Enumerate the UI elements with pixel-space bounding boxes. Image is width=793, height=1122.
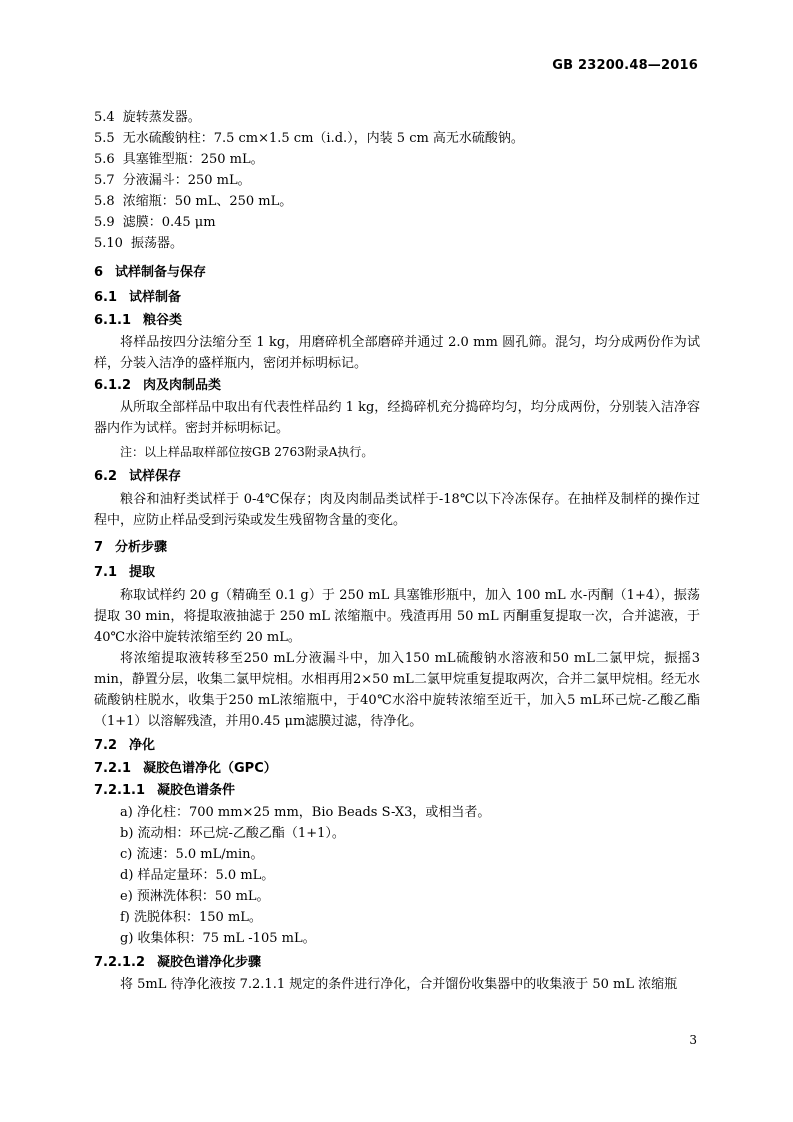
list-item: [94, 149, 700, 170]
item-number: 5.5: [94, 131, 115, 146]
section-heading-6-1: 6.1 试样制备: [94, 290, 182, 305]
section-heading-7-2-1-2: 7.2.1.2 凝胶色谱净化步骤: [94, 955, 262, 970]
section-heading-7-2-1-1: 7.2.1.1 凝胶色谱条件: [94, 783, 236, 798]
item-text: 分液漏斗：250 mL。: [122, 173, 251, 188]
list-item: [94, 191, 700, 212]
section-heading-7-2: 7.2 净化: [94, 738, 156, 753]
paragraph-7-1-b: 将浓缩提取液转移至250 mL分液漏斗中，加入150 mL硫酸钠水溶液和50 mL二氯甲烷，振摇3 min，静置分层，收集二氯甲烷相。水相再用2×50 mL二氯甲烷重复提取两次，合并二氯甲烷相。经无水硫酸钠柱脱水，收集于250 mL浓缩瓶中，于40℃水浴中旋转浓缩至近干，加入5 mL环己烷-乙酸乙酯（1+1）以溶解残渣，并用0.45 μm滤膜过滤，待净化。: [94, 651, 700, 729]
list-item: [94, 233, 700, 254]
item-text: 具塞锥型瓶：250 mL。: [122, 152, 264, 167]
item-text: 滤膜：0.45 μm: [122, 215, 216, 230]
item-number: 5.4: [94, 110, 115, 125]
item-number: 5.6: [94, 152, 115, 167]
list-item: a) 净化柱：700 mm×25 mm，Bio Beads S-X3，或相当者。: [120, 805, 491, 820]
item-number: 5.7: [94, 173, 115, 188]
section-heading-6-1-1: 6.1.1 粮谷类: [94, 313, 183, 328]
item-number: 5.9: [94, 215, 115, 230]
section-heading-7-1: 7.1 提取: [94, 565, 156, 580]
section-heading-7: 7 分析步骤: [94, 540, 168, 555]
list-item: [94, 212, 700, 233]
document-body: [94, 107, 700, 995]
paragraph-6-2: 粮谷和油籽类试样于 0-4℃保存；肉及肉制品类试样于-18℃以下冷冻保存。在抽样及制样的操作过程中，应防止样品受到污染或发生残留物含量的变化。: [94, 492, 700, 528]
item-number: 5.10: [94, 236, 123, 251]
paragraph-6-1-2: 从所取全部样品中取出有代表性样品约 1 kg，经捣碎机充分捣碎均匀，均分成两份，分别装入洁净容器内作为试样。密封并标明标记。: [94, 400, 700, 436]
paragraph-6-1-1: 将样品按四分法缩分至 1 kg，用磨碎机全部磨碎并通过 2.0 mm 圆孔筛。混匀，均分成两份作为试样，分装入洁净的盛样瓶内，密闭并标明标记。: [94, 335, 700, 371]
list-item: [94, 170, 700, 191]
list-item: b) 流动相：环己烷-乙酸乙酯（1+1）。: [120, 826, 345, 841]
gpc-conditions-list: [94, 802, 700, 949]
list-item: [94, 128, 700, 149]
section-heading-6-2: 6.2 试样保存: [94, 469, 182, 484]
paragraph-7-1-a: 称取试样约 20 g（精确至 0.1 g）于 250 mL 具塞锥形瓶中，加入 100 mL 水-丙酮（1+4），振荡提取 30 min，将提取液抽滤于 250 mL 浓缩瓶中。残渣再用 50 mL 丙酮重复提取一次，合并滤液，于 40℃水浴中旋转浓缩至约 20 mL。: [94, 588, 700, 645]
section-heading-7-2-1: 7.2.1 凝胶色谱净化（GPC）: [94, 761, 277, 776]
list-item: e) 预淋洗体积：50 mL。: [120, 889, 270, 904]
paragraph-7-2-1-2: 将 5mL 待净化液按 7.2.1.1 规定的条件进行净化，合并馏份收集器中的收集液于 50 mL 浓缩瓶: [120, 977, 678, 992]
item-number: 5.8: [94, 194, 115, 209]
list-item: d) 样品定量环：5.0 mL。: [120, 868, 275, 883]
item-text: 浓缩瓶：50 mL、250 mL。: [122, 194, 293, 209]
list-item: g) 收集体积：75 mL -105 mL。: [120, 931, 316, 946]
item-text: 无水硫酸钠柱：7.5 cm×1.5 cm（i.d.），内装 5 cm 高无水硫酸钠。: [122, 131, 524, 146]
section-heading-6: 6 试样制备与保存: [94, 265, 207, 280]
list-item: c) 流速：5.0 mL/min。: [120, 847, 264, 862]
standard-number: GB 23200.48—2016: [552, 58, 698, 73]
equipment-list: [94, 107, 700, 254]
note-6-1-2: 注：以上样品取样部位按GB 2763附录A执行。: [120, 445, 374, 459]
item-text: 旋转蒸发器。: [122, 110, 201, 125]
list-item: [94, 107, 700, 128]
list-item: f) 洗脱体积：150 mL。: [120, 910, 262, 925]
section-heading-6-1-2: 6.1.2 肉及肉制品类: [94, 378, 222, 393]
page-number: 3: [689, 1033, 697, 1047]
item-text: 振荡器。: [130, 236, 183, 251]
